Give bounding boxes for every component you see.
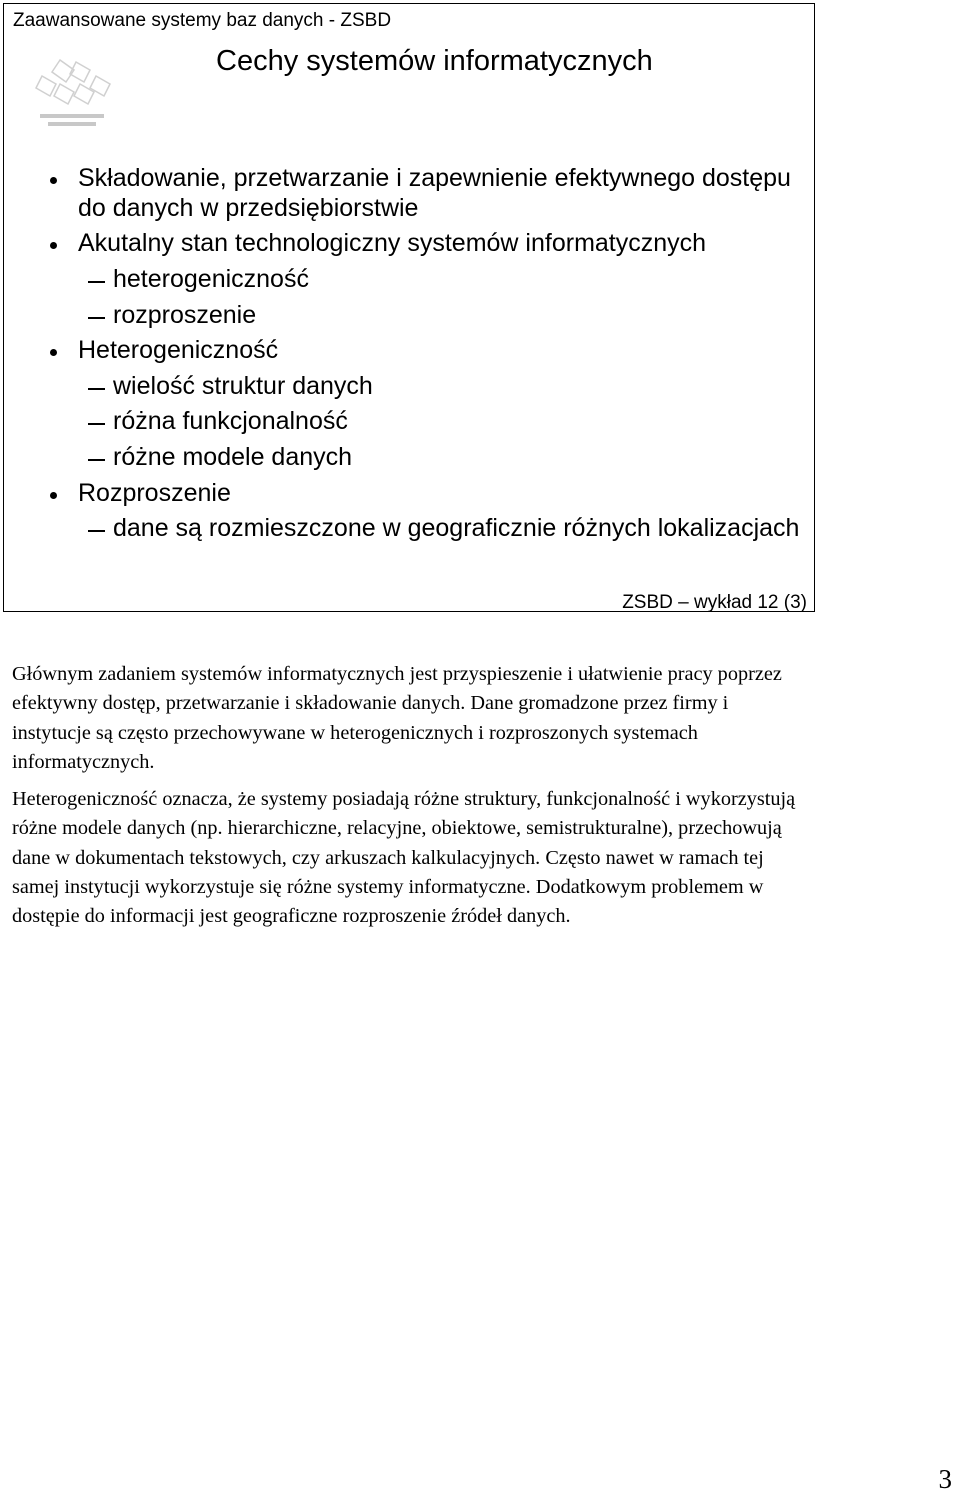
bullet-item: Składowanie, przetwarzanie i zapewnienie efektywnego dostępu do danych w przedsiębiorstwie bbox=[4, 164, 804, 224]
lecture-notes bbox=[12, 660, 812, 940]
notes-paragraph: Heterogeniczność oznacza, że systemy posiadają różne struktury, funkcjonalność i wykorzystują różne modele danych (np. hierarchiczne, relacyjne, obiektowe, semistrukturalne), przechowują dane w dokumentach tekstowych, czy arkuszach kalkulacyjnych. Często nawet w ramach tej samej instytucji wykorzystuje się różne systemy informatyczne. Dodatkowym problemem w dostępie do informacji jest geograficzne rozproszenie źródeł danych. bbox=[12, 788, 796, 928]
sub-bullet-item: rozproszenie bbox=[4, 301, 804, 331]
bullet-item: Heterogeniczność bbox=[4, 336, 804, 366]
bullet-item: Rozproszenie bbox=[4, 479, 804, 509]
page-number: 3 bbox=[938, 1464, 952, 1494]
slide-frame bbox=[3, 3, 815, 612]
sub-bullet-item: wielość struktur danych bbox=[4, 372, 804, 402]
sub-bullet-item: heterogeniczność bbox=[4, 265, 804, 295]
slide-title: Cechy systemów informatycznych bbox=[216, 45, 653, 77]
bullet-item: Akutalny stan technologiczny systemów informatycznych bbox=[4, 229, 804, 259]
sub-bullet-item: dane są rozmieszczone w geograficznie różnych lokalizacjach bbox=[4, 514, 804, 544]
slide-footer: ZSBD – wykład 12 (3) bbox=[622, 592, 807, 613]
notes-paragraph: Głównym zadaniem systemów informatycznych jest przyspieszenie i ułatwienie pracy poprzez efektywny dostęp, przetwarzanie i składowanie danych. Dane gromadzone przez firmy i instytucje są często przechowywane w heterogenicznych i rozproszonych systemach informatycznych. bbox=[12, 663, 782, 773]
sub-bullet-item: różne modele danych bbox=[4, 443, 804, 473]
bullet-list bbox=[4, 164, 804, 550]
university-logo-icon bbox=[30, 56, 114, 140]
slide-header: Zaawansowane systemy baz danych - ZSBD bbox=[13, 10, 392, 31]
sub-bullet-item: różna funkcjonalność bbox=[4, 407, 804, 437]
